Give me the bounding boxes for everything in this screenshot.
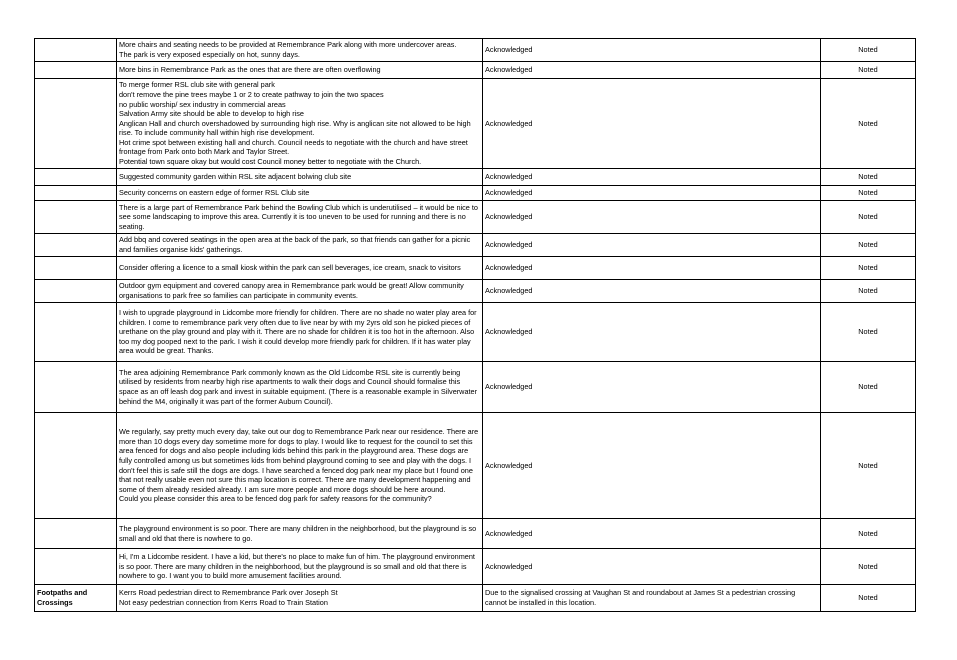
table-row	[35, 303, 916, 362]
table-body	[35, 39, 916, 612]
topic-cell	[35, 549, 117, 585]
topic-cell	[35, 201, 117, 234]
topic-cell	[35, 169, 117, 186]
response-cell: Acknowledged	[483, 280, 821, 303]
status-cell: Noted	[821, 257, 916, 280]
table-row	[35, 362, 916, 413]
response-cell: Acknowledged	[483, 303, 821, 362]
response-cell: Due to the signalised crossing at Vaughan St and roundabout at James St a pedestrian crossing cannot be installed in this location.	[483, 585, 821, 612]
comment-line: Consider offering a licence to a small kiosk within the park can sell beverages, ice cream, snack to visitors	[119, 263, 461, 273]
table-row	[35, 257, 916, 280]
status-cell: Noted	[821, 201, 916, 234]
response-cell: Acknowledged	[483, 39, 821, 62]
response-cell: Acknowledged	[483, 413, 821, 519]
response-cell: Acknowledged	[483, 519, 821, 549]
response-cell: Acknowledged	[483, 234, 821, 257]
comment-cell	[117, 362, 483, 413]
status-cell: Noted	[821, 413, 916, 519]
comment-cell	[117, 280, 483, 303]
response-cell: Acknowledged	[483, 186, 821, 201]
comment-cell	[117, 519, 483, 549]
response-cell: Acknowledged	[483, 62, 821, 79]
comment-cell	[117, 257, 483, 280]
comment-cell	[117, 234, 483, 257]
topic-cell	[35, 79, 117, 169]
table-row	[35, 169, 916, 186]
table-row	[35, 234, 916, 257]
response-cell: Acknowledged	[483, 362, 821, 413]
table-row	[35, 62, 916, 79]
status-cell: Noted	[821, 62, 916, 79]
status-cell: Noted	[821, 303, 916, 362]
comment-cell	[117, 303, 483, 362]
status-cell: Noted	[821, 169, 916, 186]
topic-cell	[35, 413, 117, 519]
response-cell: Acknowledged	[483, 79, 821, 169]
status-cell: Noted	[821, 280, 916, 303]
comment-line: The area adjoining Remembrance Park commonly known as the Old Lidcombe RSL site is currently being utilised by residents from nearby high rise apartments to walk their dogs and Council should formalise this space as an off leash dog park and invest in suitable equipment. (There is a reasonable example in Silverwater behind the M4, originally it was part of the former Auburn Council).	[119, 367, 478, 406]
topic-cell	[35, 362, 117, 413]
comment-cell	[117, 585, 483, 612]
comment-line: We regularly, say pretty much every day, take out our dog to Remembrance Park near our residence. There are more than 10 dogs every day sometime more for dogs to play. I would like to request for the council to set this area fenced for dogs and also people including kids behind this park in the playground area. These dogs are fully controlled among us but sometimes kids from behind playground coming to see and play with the dogs. I don't feel this is safe still the dogs are dogs. I have searched a fenced dog park near my place but I found one that not really usable even not sure this map location is correct. There are many development happening and some of them already resided already. I am sure more people and more dogs should be here around.	[119, 427, 479, 494]
status-cell: Noted	[821, 39, 916, 62]
comment-cell	[117, 62, 483, 79]
comment-line: The playground environment is so poor. There are many children in the neighborhood, but the playground is so small and old that there is nowhere to go.	[119, 523, 477, 543]
topic-cell	[35, 62, 117, 79]
comment-line: More bins in Remembrance Park as the ones that are there are often overflowing	[119, 65, 381, 75]
comment-cell	[117, 79, 483, 169]
status-cell: Noted	[821, 186, 916, 201]
topic-cell	[35, 39, 117, 62]
table-row	[35, 413, 916, 519]
comment-cell	[117, 169, 483, 186]
comment-line: Suggested community garden within RSL site adjacent bolwing club site	[119, 172, 352, 182]
comment-line: To merge former RSL club site with general park	[119, 80, 275, 90]
comment-line: Anglican Hall and church overshadowed by surrounding high rise. Why is anglican site not allowed to be high rise. To include community hall within high rise development.	[119, 118, 471, 138]
comment-line: More chairs and seating needs to be provided at Remembrance Park along with more undercover areas.	[119, 40, 457, 50]
comment-line: Hot crime spot between existing hall and church. Council needs to negotiate with the church and have street frontage from Park onto both Mark and Taylor Street.	[119, 137, 468, 157]
table-row	[35, 39, 916, 62]
status-cell: Noted	[821, 549, 916, 585]
comment-line: Outdoor gym equipment and covered canopy area in Remembrance park would be great! Allow community organisations to park free so families can participate in community events.	[119, 281, 464, 300]
status-cell: Noted	[821, 234, 916, 257]
table-row	[35, 519, 916, 549]
status-cell: Noted	[821, 362, 916, 413]
table-row	[35, 549, 916, 585]
status-cell: Noted	[821, 585, 916, 612]
table-row	[35, 585, 916, 612]
comment-line: There is a large part of Remembrance Park behind the Bowling Club which is underutilised – it would be nice to see some landscaping to improve this area. Currently it is too uneven to be used for running and there is no seating.	[119, 202, 478, 231]
comment-line: Could you please consider this area to be fenced dog park for safety reasons for the community?	[119, 494, 432, 504]
table-row	[35, 201, 916, 234]
status-cell: Noted	[821, 79, 916, 169]
response-cell: Acknowledged	[483, 257, 821, 280]
submissions-table	[34, 38, 916, 612]
comment-line: I wish to upgrade playground in Lidcombe more friendly for children. There are no shade no water play area for children. I come to remembrance park very often due to live near by with my 2yrs old son he picked pieces of urethane on the play ground and play with it. There are no shade for children it is too hot in the afternoon. Also too my dog pooped next to the park. I wish it could develop more friendly park for children. If it has water play area would be great. Thanks.	[119, 308, 477, 356]
topic-cell: Footpaths and Crossings	[35, 585, 117, 612]
comment-cell	[117, 39, 483, 62]
response-cell: Acknowledged	[483, 549, 821, 585]
status-cell: Noted	[821, 519, 916, 549]
response-cell: Acknowledged	[483, 169, 821, 186]
topic-cell	[35, 234, 117, 257]
comment-line: Not easy pedestrian connection from Kerrs Road to Train Station	[119, 598, 328, 607]
topic-cell	[35, 519, 117, 549]
topic-cell	[35, 186, 117, 201]
comment-line: don't remove the pine trees maybe 1 or 2 to create pathway to join the two spaces	[119, 89, 384, 99]
comment-cell	[117, 413, 483, 519]
table-row	[35, 79, 916, 169]
topic-cell	[35, 303, 117, 362]
table-row	[35, 280, 916, 303]
comment-cell	[117, 549, 483, 585]
comment-line: Kerrs Road pedestrian direct to Remembrance Park over Joseph St	[119, 588, 338, 598]
topic-cell	[35, 280, 117, 303]
comment-line: Add bbq and covered seatings in the open area at the back of the park, so that friends can gather for a picnic and families organise kids' gatherings.	[119, 235, 471, 254]
comment-cell	[117, 186, 483, 201]
comment-line: no public worship/ sex industry in commercial areas	[119, 99, 286, 109]
comment-line: Hi, I'm a Lidcombe resident. I have a kid, but there's no place to make fun of him. The playground environment is so poor. There are many children in the neighborhood, but the playground is so small and old that there is nowhere to go. I want you to build more amusement facilities around.	[119, 552, 475, 581]
response-cell: Acknowledged	[483, 201, 821, 234]
comment-cell	[117, 201, 483, 234]
comment-line: The park is very exposed especially on hot, sunny days.	[119, 50, 300, 59]
comment-line: Security concerns on eastern edge of former RSL Club site	[119, 188, 310, 198]
table-row	[35, 186, 916, 201]
comment-line: Potential town square okay but would cost Council money better to negotiate with the Church.	[119, 157, 422, 167]
topic-cell	[35, 257, 117, 280]
comment-line: Salvation Army site should be able to develop to high rise	[119, 109, 304, 119]
